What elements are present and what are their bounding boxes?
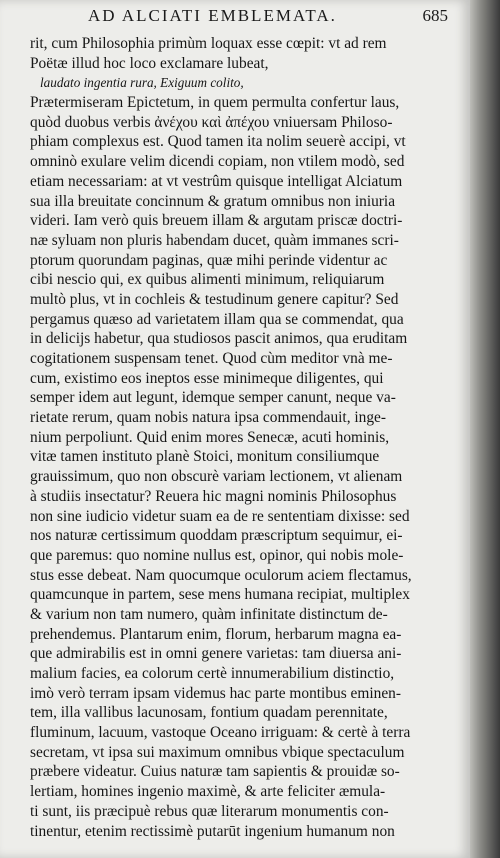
text-line: sua illa breuitate concinnum & gratum omnibus non iniuria	[30, 192, 396, 210]
text-line: tem, illa vallibus lacunosam, fontium quadam perennitate,	[30, 704, 388, 722]
text-line: in delicijs habetur, qua studiosos pascit animos, qua eruditam	[30, 330, 408, 348]
text-line: fluminum, lacuum, vastoque Oceano irriguam: & certè à terra	[30, 724, 411, 742]
page-number: 685	[422, 6, 448, 25]
text-line: que paremus: quo nomine nullus est, opinor, qui nobis mole-	[30, 546, 404, 564]
text-line: næ syluam non pluris habendam ducet, quàm immanes scri-	[30, 231, 399, 249]
text-line: etiam necessariam: at vt vestrûm quisque intelligat Alciatum	[30, 172, 403, 190]
text-line: vitæ tamen instituto planè Stoici, monitum consiliumque	[30, 448, 380, 466]
text-line: nos naturæ certissimum quoddam præscriptum sequimur, ei-	[30, 527, 403, 545]
text-line: stus esse debeat. Nam quocumque oculorum aciem flectamus,	[30, 566, 412, 584]
text-line: phiam complexus est. Quod tamen ita nolim seuerè accipi, vt	[30, 133, 406, 151]
text-line: multò plus, vt in cochleis & testudinum genere capitur? Sed	[30, 290, 399, 308]
text-line: quòd duobus verbis ἀνέχου καὶ ἀπέχου vniuersam Philoso-	[30, 113, 393, 131]
text-line: Poëtæ illud hoc loco exclamare lubeat,	[30, 54, 269, 72]
text-line: lertiam, homines ingenio maximè, & arte feliciter æmula-	[30, 783, 386, 801]
text-line: prehendemus. Plantarum enim, florum, herbarum magna ea-	[30, 625, 402, 643]
text-line: rit, cum Philosophia primùm loquax esse cœpit: vt ad rem	[30, 35, 387, 52]
text-line: rietate rerum, quam nobis natura ipsa commendauit, inge-	[30, 409, 387, 427]
text-line: cibi nescio qui, ex quibus alimenti minimum, reliquiarum	[30, 271, 385, 289]
page-edge-shadow	[470, 0, 500, 858]
verse-quotation: laudato ingentia rura, Exiguum colito,	[40, 75, 244, 91]
text-line: ptorum quorundam paginas, quæ mihi perinde videntur ac	[30, 251, 388, 269]
text-line: à studiis insectatur? Reuera hic magni nominis Philosophus	[30, 487, 397, 505]
text-line: non sine iudicio videtur suam ea de re sententiam dixisse: sed	[30, 507, 410, 525]
page-header	[88, 6, 448, 28]
text-line: Prætermiseram Epictetum, in quem permulta confertur laus,	[30, 94, 400, 112]
text-line: cogitationem suspensam tenet. Quod cùm meditor vnà me-	[30, 350, 393, 367]
body-text	[30, 34, 432, 841]
text-line: secretam, vt ipsa sui maximum omnibus vbique spectaculum	[30, 743, 405, 761]
text-line: nium perpoliunt. Quid enim mores Senecæ, acuti hominis,	[30, 428, 390, 446]
text-line: ti sunt, iis præcipuè rebus quæ literarum monumentis con-	[30, 802, 389, 820]
text-line: quamcunque in partem, sese mens humana recipiat, multiplex	[30, 586, 410, 604]
text-line: pergamus quæso ad varietatem illam qua se commendat, qua	[30, 310, 404, 328]
text-line: malium facies, ea colorum certè innumerabilium distinctio,	[30, 665, 395, 682]
text-line: imò verò terram ipsam videmus hac parte montibus eminen-	[30, 684, 401, 702]
text-line: præbere videatur. Cuius naturæ tam sapientis & prouidæ so-	[30, 763, 400, 781]
text-line: semper idem aut legunt, idemque semper canunt, neque va-	[30, 389, 396, 407]
text-line: que admirabilis est in omni genere varietas: tam diuersa ani-	[30, 645, 402, 663]
text-line: & varium non tam numero, quàm infinitate distinctum de-	[30, 605, 388, 623]
text-line: videri. Iam verò quis breuem illam & argutam priscæ doctri-	[30, 212, 403, 230]
text-line: tinentur, etenim rectissimè putarūt ingenium humanum non	[30, 822, 395, 840]
running-head: AD ALCIATI EMBLEMATA.	[88, 6, 337, 25]
text-line: cum, existimo eos ineptos esse minimeque diligentes, qui	[30, 369, 384, 387]
text-line: grauissimum, quo non obscurè variam lectionem, vt alienam	[30, 468, 403, 486]
text-line: omninò exulare velim dicendi copiam, non vtilem modò, sed	[30, 153, 405, 171]
